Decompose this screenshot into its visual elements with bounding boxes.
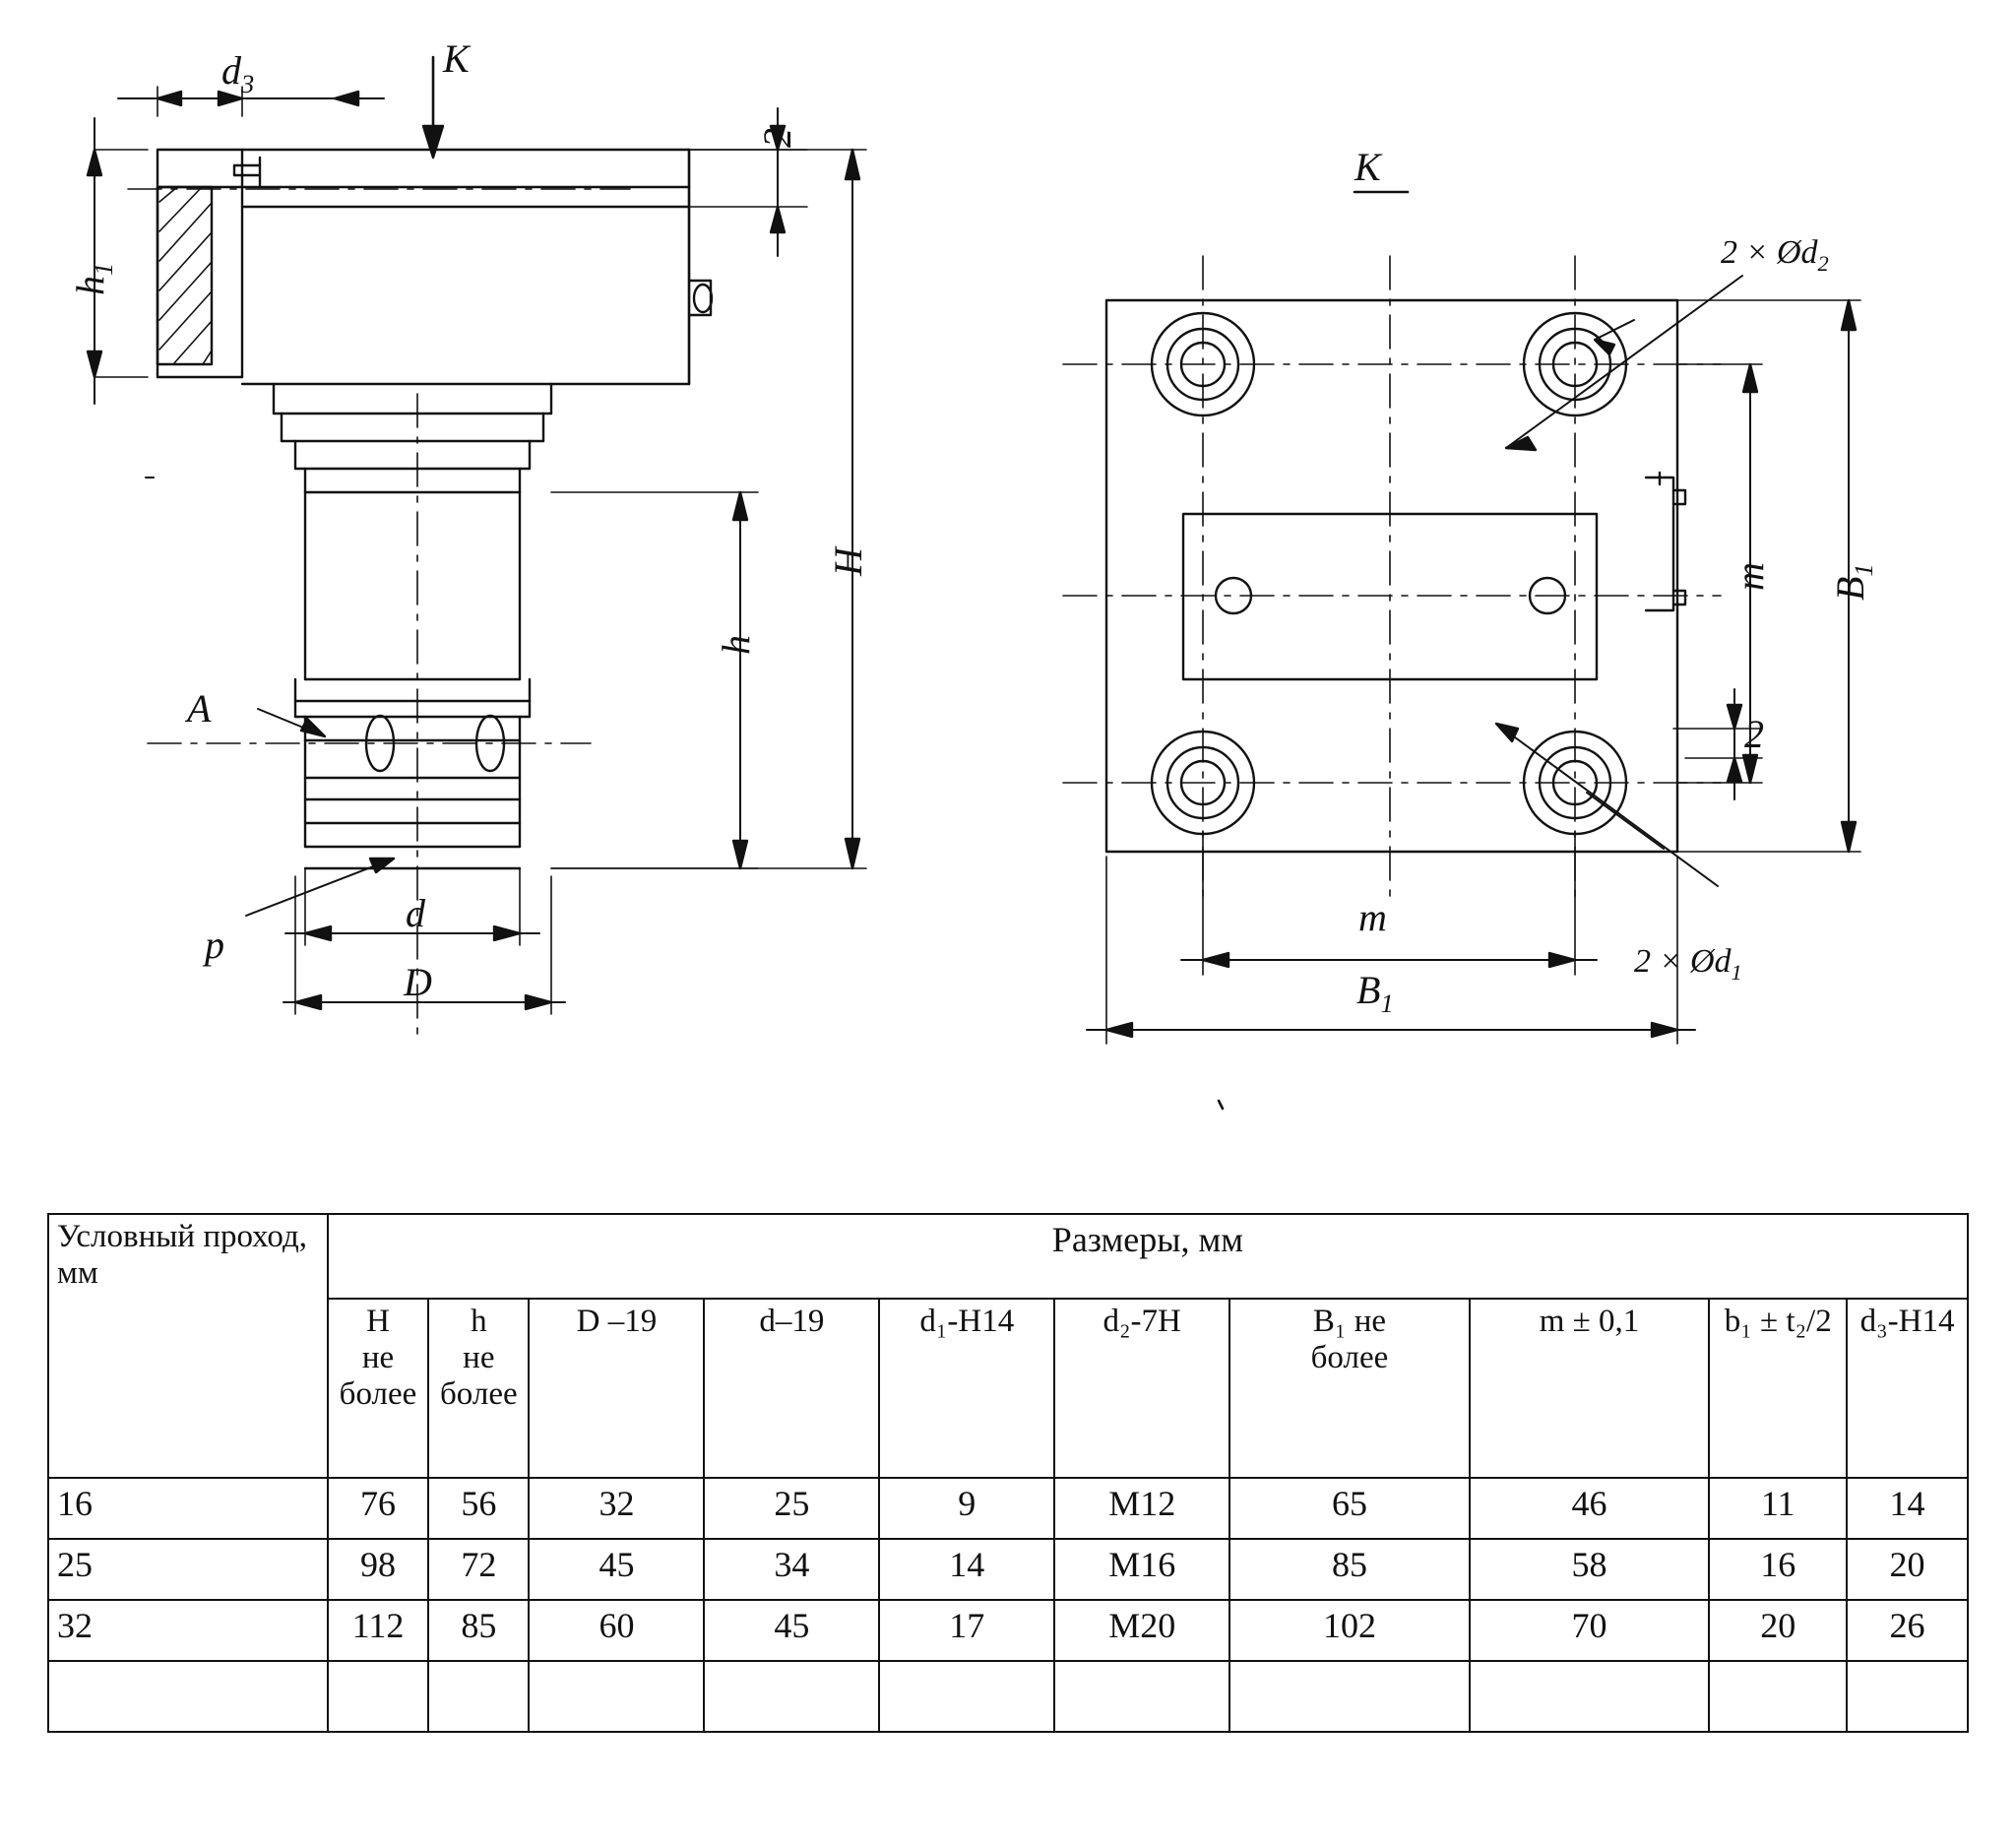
cell-blank: [1054, 1661, 1229, 1732]
cell-blank: [529, 1661, 704, 1732]
cell-B1: 65: [1229, 1478, 1470, 1539]
cell-D: 45: [529, 1539, 704, 1600]
label-2xd1: $2 \times Ød_1$: [1634, 943, 1742, 985]
specification-table: [47, 1213, 1969, 1733]
label-m-vertical: m: [1728, 562, 1772, 591]
cell-b1: 20: [1709, 1600, 1847, 1661]
cell-dn: 25: [48, 1539, 328, 1600]
cell-d2: M20: [1054, 1600, 1229, 1661]
header-H: H не более: [328, 1299, 428, 1478]
cell-b1: 11: [1709, 1478, 1847, 1539]
label-h1: $h_1$: [68, 262, 118, 295]
cell-h: 72: [428, 1539, 529, 1600]
label-K-arrow: K: [443, 36, 470, 81]
cell-d3: 20: [1847, 1539, 1968, 1600]
cell-blank: [1847, 1661, 1968, 1732]
cell-blank: [879, 1661, 1054, 1732]
label-B1-horizontal: $B_1$: [1356, 968, 1394, 1018]
table-row-blank: [48, 1661, 1968, 1732]
cell-d2: M12: [1054, 1478, 1229, 1539]
cell-d1: 9: [879, 1478, 1054, 1539]
cell-m: 58: [1470, 1539, 1710, 1600]
label-H: H: [826, 547, 870, 576]
table-row: [48, 1600, 1968, 1661]
label-B1-vertical: $B_1$: [1828, 563, 1878, 601]
cell-b1: 16: [1709, 1539, 1847, 1600]
cell-h: 85: [428, 1600, 529, 1661]
header-d1: d₁-H14: [879, 1299, 1054, 1478]
header-h: h не более: [428, 1299, 529, 1478]
cell-blank: [704, 1661, 879, 1732]
cell-d: 25: [704, 1478, 879, 1539]
header-d2: d₂-7H: [1054, 1299, 1229, 1478]
cell-d1: 14: [879, 1539, 1054, 1600]
label-2-left: 2: [755, 128, 799, 148]
cell-B1: 85: [1229, 1539, 1470, 1600]
cell-H: 76: [328, 1478, 428, 1539]
cell-B1: 102: [1229, 1600, 1470, 1661]
header-d3: d₃-H14: [1847, 1299, 1968, 1478]
cell-h: 56: [428, 1478, 529, 1539]
cell-d: 34: [704, 1539, 879, 1600]
cell-blank: [328, 1661, 428, 1732]
cell-dn: 32: [48, 1600, 328, 1661]
label-2xd2: $2 \times Ød_2$: [1721, 234, 1829, 276]
header-m: m ± 0,1: [1470, 1299, 1710, 1478]
cell-D: 32: [529, 1478, 704, 1539]
label-p: p: [205, 923, 224, 967]
cell-d1: 17: [879, 1600, 1054, 1661]
cell-dn: 16: [48, 1478, 328, 1539]
cell-H: 98: [328, 1539, 428, 1600]
label-D: D: [404, 960, 432, 1004]
cell-d: 45: [704, 1600, 879, 1661]
cell-blank: [1709, 1661, 1847, 1732]
cell-d3: 26: [1847, 1600, 1968, 1661]
cell-D: 60: [529, 1600, 704, 1661]
label-m-horizontal: m: [1358, 895, 1387, 939]
cell-m: 70: [1470, 1600, 1710, 1661]
label-A: A: [187, 686, 212, 731]
cell-m: 46: [1470, 1478, 1710, 1539]
cell-blank: [428, 1661, 529, 1732]
label-2-right: 2: [1744, 712, 1764, 756]
cell-blank: [1229, 1661, 1470, 1732]
cell-d3: 14: [1847, 1478, 1968, 1539]
header-B1: B₁ не более: [1229, 1299, 1470, 1478]
cell-blank: [48, 1661, 328, 1732]
header-dimensions-group: Размеры, мм: [328, 1214, 1968, 1299]
table-row: [48, 1478, 1968, 1539]
header-dn: Условный проход, мм: [48, 1214, 328, 1478]
header-d: d–19: [704, 1299, 879, 1478]
cell-blank: [1470, 1661, 1710, 1732]
header-D: D –19: [529, 1299, 704, 1478]
cell-d2: M16: [1054, 1539, 1229, 1600]
table-row: [48, 1539, 1968, 1600]
label-d3: $d_3$: [221, 48, 255, 98]
header-b1: b₁ ± t₂/2: [1709, 1299, 1847, 1478]
label-h: h: [714, 635, 758, 655]
cell-H: 112: [328, 1600, 428, 1661]
table-body: [48, 1478, 1968, 1732]
label-d: d: [406, 891, 425, 935]
view-k-title: K: [1354, 145, 1381, 189]
